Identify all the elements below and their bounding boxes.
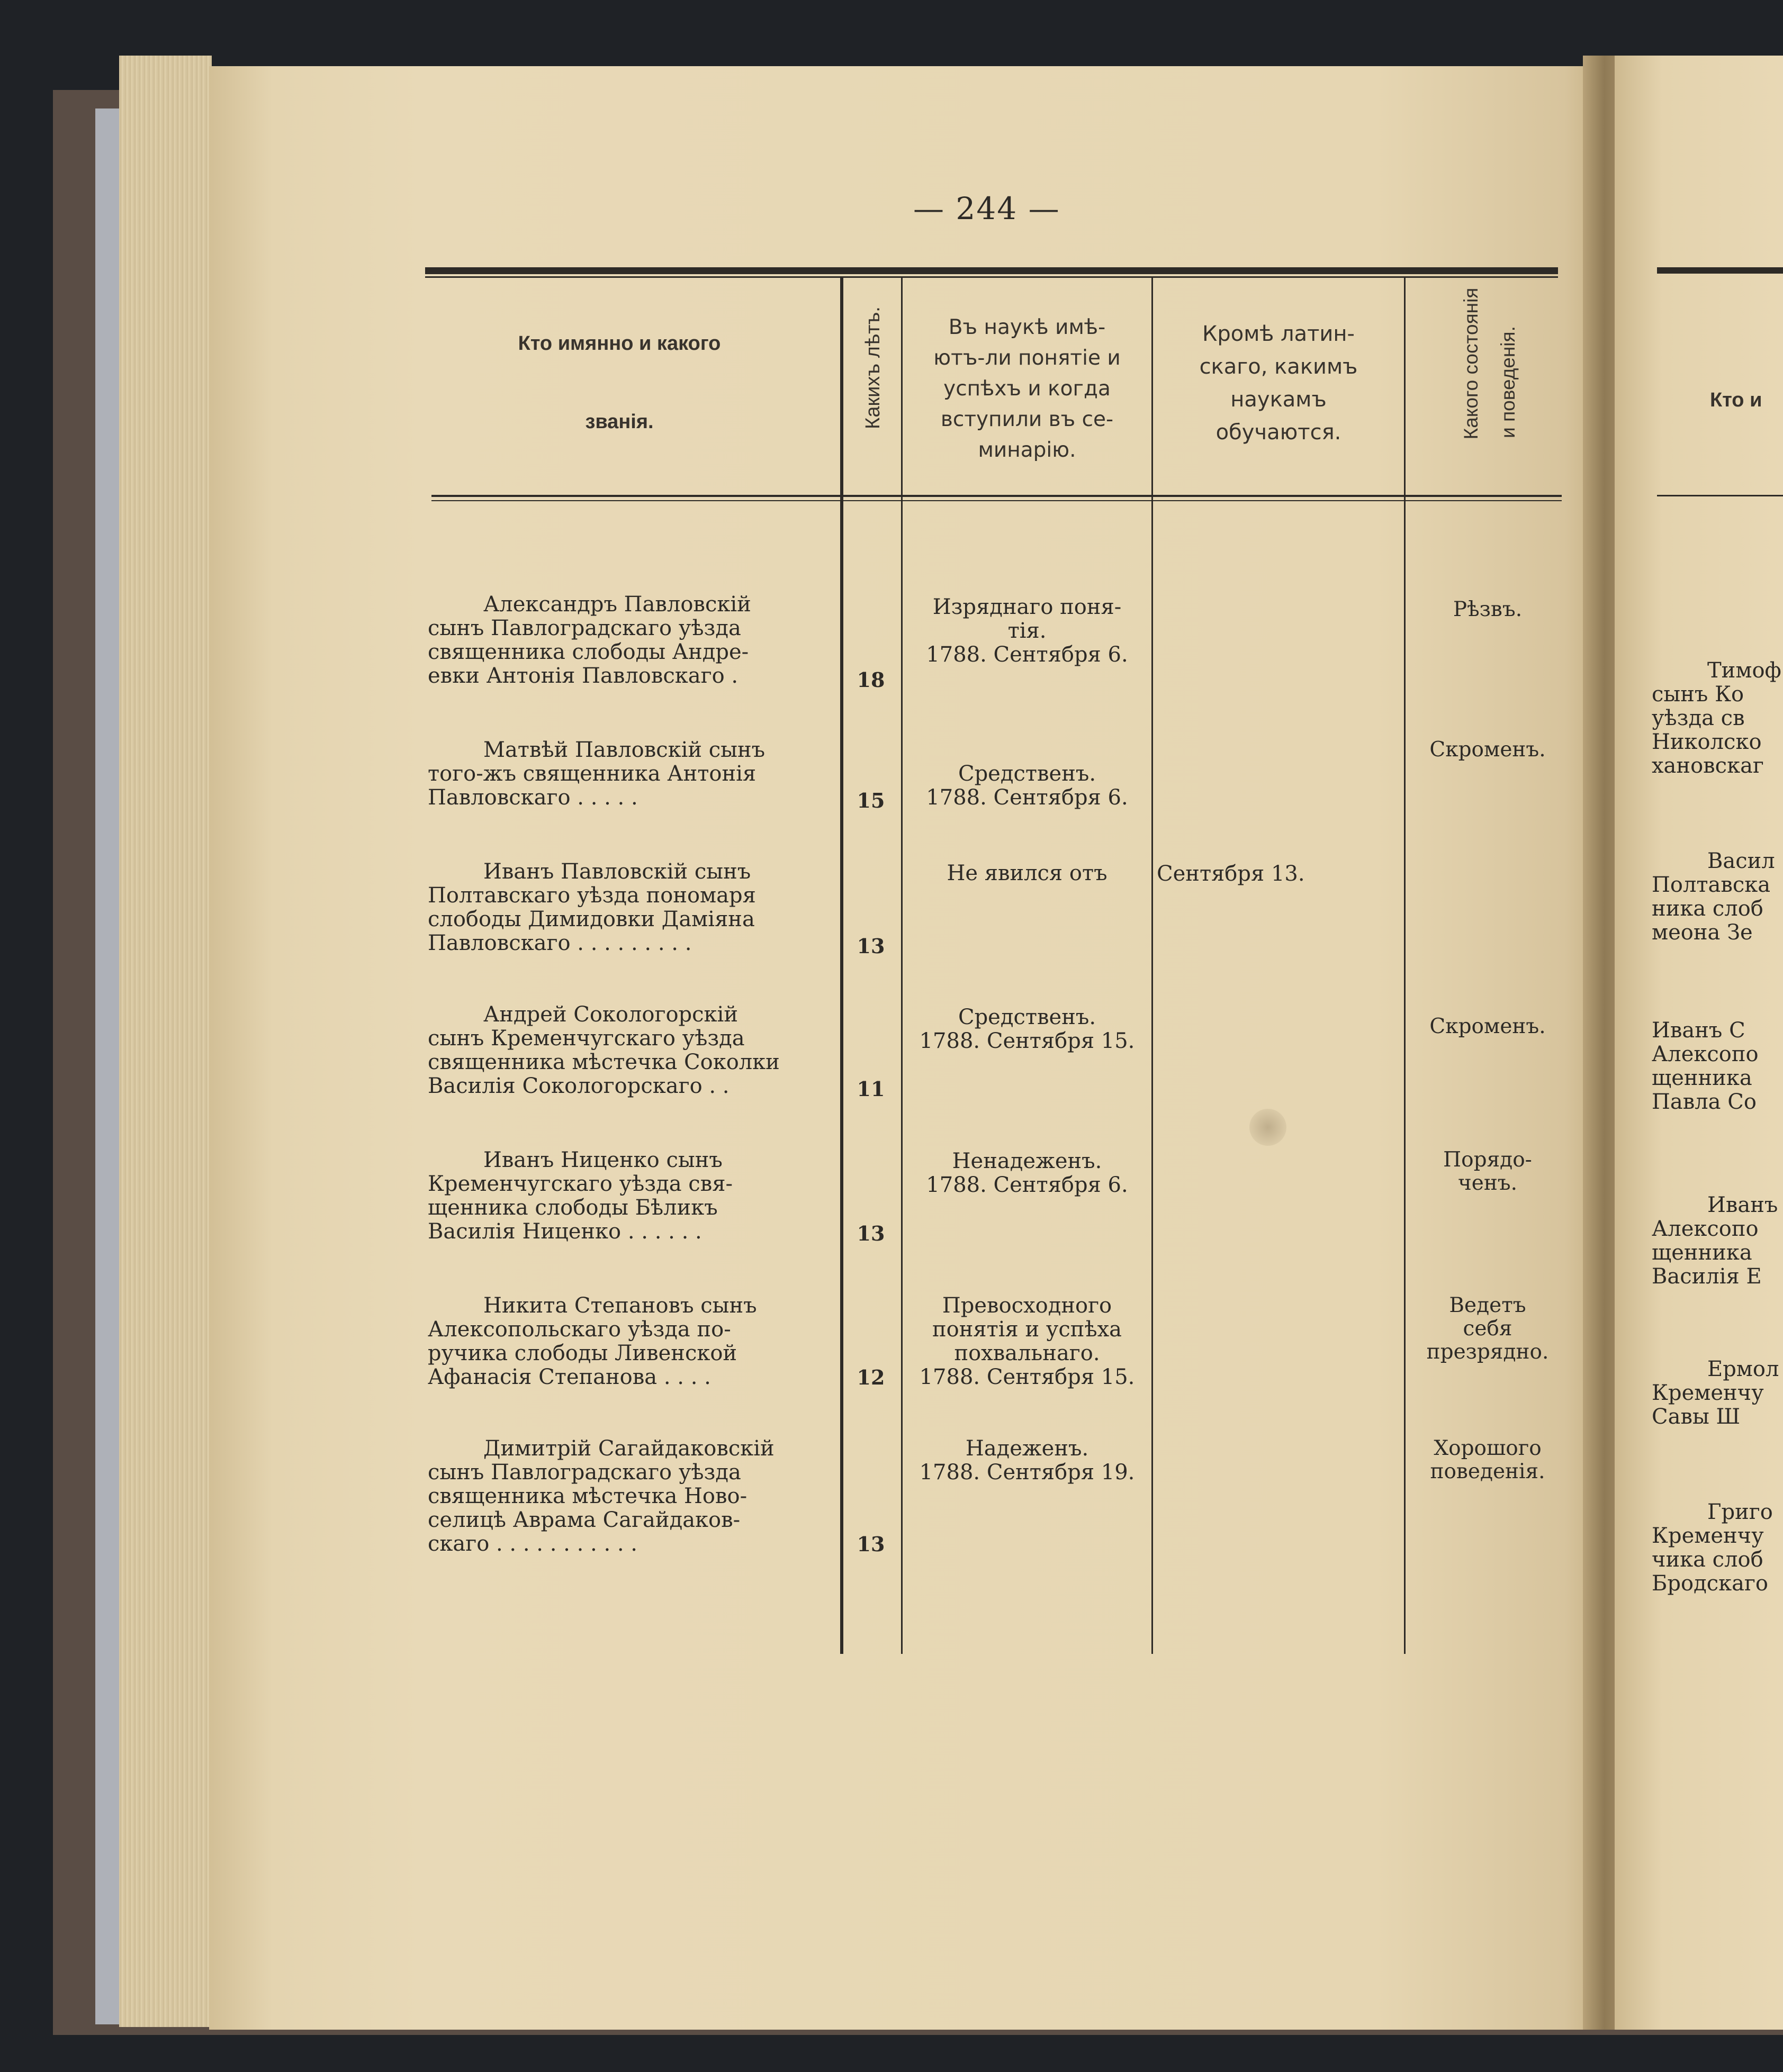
header-science-line: вступили въ се- [940,408,1114,431]
name-line: щенника слободы Бѣликъ [428,1196,718,1220]
science-line: Средственъ. [958,1005,1096,1029]
right-entry-line: ника слоб [1652,897,1763,921]
right-entry-line: чика слоб [1652,1548,1763,1572]
name-line: евки Антонія Павловскаго . [428,664,739,688]
right-entry-line: Василія Е [1652,1264,1762,1289]
header-other-line: Кромѣ латин- [1202,322,1355,346]
table-row-science [903,1006,1151,1053]
header-science-col [900,312,1154,466]
table-row-age: 12 [857,1365,885,1389]
name-line: священника мѣстечка Соколки [428,1050,780,1074]
table-row-age: 11 [857,1077,885,1101]
table-row-age: 13 [857,1222,885,1245]
name-line: сынъ Кременчугскаго уѣзда [428,1026,745,1051]
right-entry-line: хановскаг [1652,754,1764,778]
conduct-line: Порядо- [1443,1148,1532,1172]
science-col-right-rule [1151,278,1153,1654]
table-row-age: 13 [857,934,885,958]
right-entry-line: щенника [1652,1241,1752,1265]
table-row-age: 15 [857,789,885,812]
right-entry-line: Григо [1707,1500,1773,1524]
conduct-line: Рѣзвъ. [1453,598,1523,621]
header-conduct-line1: Какого состоянія [1460,287,1482,440]
header-other-line: скаго, какимъ [1199,355,1358,379]
header-age-col: Какихъ лѣтъ. [862,306,884,429]
science-line: Изряднаго поня- [932,595,1122,619]
right-entry-line: Ермол [1707,1357,1779,1381]
right-entry-line: щенника [1652,1066,1752,1090]
table-row-name [428,860,825,955]
table-row-science [903,1150,1151,1197]
science-line: 1788. Сентября 15. [919,1029,1135,1053]
name-line: слободы Димидовки Даміяна [428,907,755,931]
right-entry-line: Алексопо [1652,1217,1759,1241]
paper-stain [1249,1109,1286,1146]
science-line: Превосходного [942,1293,1112,1318]
science-line: похвальнаго. [954,1341,1100,1365]
science-line: 1788. Сентября 6. [926,1173,1128,1197]
header-other-line: наукамъ [1230,387,1327,412]
name-line: Матвѣй Павловскій сынъ [483,738,766,762]
science-line: тія. [1007,619,1047,643]
right-entry [1652,1358,1783,1429]
conduct-line: поведенія. [1430,1460,1545,1483]
table-row-science [903,862,1151,885]
table-row-age: 13 [857,1532,885,1556]
right-entry-line: Кременчу [1652,1524,1764,1548]
name-line: сынъ Павлоградскаго уѣзда [428,1460,741,1485]
right-entry-line: Николско [1652,730,1762,754]
right-page [1615,56,1783,2030]
conduct-line: себя [1463,1317,1512,1341]
table-top-hairline [425,276,1558,278]
table-row-name [428,1148,825,1244]
right-entry-line: Бродскаго [1652,1571,1768,1596]
name-line: ручика слободы Ливенской [428,1341,737,1365]
right-entry-line: Иванъ С [1652,1018,1745,1043]
header-science-line: успѣхъ и когда [943,377,1111,401]
conduct-line: Хорошого [1434,1436,1542,1460]
right-entry-line: Алексопо [1652,1042,1759,1066]
table-row-science [903,1294,1151,1389]
name-line: Димитрій Сагайдаковскій [483,1436,775,1461]
conduct-line: Скроменъ. [1429,738,1546,762]
name-line: Кременчугскаго уѣзда свя- [428,1172,733,1196]
table-row-name [428,1437,825,1556]
page-stack-edge [119,56,212,2027]
table-row-conduct [1403,1015,1572,1038]
name-line: Павловскаго . . . . . . . . . [428,931,692,955]
conduct-line: презрядно. [1426,1340,1549,1364]
name-line: Андрей Сокологорскій [483,1002,738,1027]
name-line: Василія Ниценко . . . . . . [428,1219,702,1244]
table-row-conduct [1403,1294,1572,1364]
name-line: Афанасія Степанова . . . . [428,1365,711,1389]
name-line: священника мѣстечка Ново- [428,1484,748,1508]
header-science-line: Въ наукѣ имѣ- [948,315,1106,339]
cover-edge [95,108,119,2024]
header-other-line: обучаются. [1215,420,1341,445]
name-line: Александръ Павловскій [483,592,751,617]
table-row-science [903,595,1151,667]
table-row-conduct [1403,738,1572,762]
right-entry-line: Васил [1707,849,1775,873]
right-entry [1652,849,1783,945]
table-row-name [428,1003,825,1098]
table-row-name [428,1294,825,1389]
conduct-line: ченъ. [1457,1171,1518,1195]
right-top-rule [1657,267,1783,274]
header-name-col [434,333,805,432]
name-line: того-жъ священника Антонія [428,762,757,786]
right-header-fragment: Кто и [1710,389,1762,411]
name-line: Алексопольскаго уѣзда по- [428,1317,731,1342]
table-row-name [428,593,825,688]
right-entry-line: сынъ Ко [1652,682,1744,707]
right-entry-line: уѣзда св [1652,706,1745,730]
header-science-line: минарію. [978,438,1076,462]
science-line: понятія и успѣха [932,1317,1122,1342]
table-row-conduct [1403,1437,1572,1483]
name-line: Павловскаго . . . . . [428,785,638,810]
header-bottom-hairline [431,500,1562,501]
name-line: Иванъ Ниценко сынъ [483,1148,723,1172]
table-row-science [903,1437,1151,1485]
right-entry-line: Савы Ш [1652,1405,1741,1429]
header-conduct-line2: и поведенія. [1497,326,1519,438]
name-line: Полтавскаго уѣзда пономаря [428,883,756,908]
name-line: священника слободы Андре- [428,640,749,664]
name-line: скаго . . . . . . . . . . . [428,1532,638,1556]
header-other-col [1159,318,1398,449]
science-line: Не явился отъ [947,861,1107,885]
name-line: селицѣ Аврама Сагайдаков- [428,1508,741,1532]
conduct-line: Скроменъ. [1429,1015,1546,1038]
age-col-left-rule [840,278,843,1654]
name-line: Никита Степановъ сынъ [483,1293,757,1318]
name-line: Василія Сокологорскаго . . [428,1074,730,1098]
science-line: Средственъ. [958,762,1096,786]
table-row-science [903,762,1151,810]
table-row-conduct [1403,1148,1572,1195]
science-line: 1788. Сентября 15. [919,1365,1135,1389]
right-entry [1652,1193,1783,1289]
conduct-line: Ведетъ [1449,1293,1526,1317]
right-entry [1652,659,1783,778]
science-line: Надеженъ. [965,1436,1089,1461]
right-entry [1652,1500,1783,1596]
right-entry-line: Тимоф [1707,658,1781,683]
header-science-line: ютъ-ли понятіе и [933,346,1121,370]
table-top-rule [425,267,1558,274]
name-line: Иванъ Павловскій сынъ [483,859,751,884]
table-row-other: Сентября 13. [1157,862,1305,886]
science-line: 1788. Сентября 6. [926,785,1128,810]
right-entry-line: Полтавска [1652,873,1771,897]
table-row-conduct [1403,598,1572,621]
table-row-name [428,738,825,810]
name-line: сынъ Павлоградскаго уѣзда [428,616,741,640]
page-number: — 244 — [913,191,1060,227]
right-entry [1652,1019,1783,1114]
header-name-line1: Кто имянно и какого [518,332,721,355]
table-row-age: 18 [857,668,885,692]
science-line: Ненадеженъ. [952,1149,1102,1173]
science-line: 1788. Сентября 19. [919,1460,1135,1485]
header-name-line2: званія. [585,411,654,433]
right-entry-line: Кременчу [1652,1381,1764,1405]
right-entry-line: Павла Со [1652,1090,1757,1114]
right-entry-line: Иванъ [1707,1193,1778,1217]
right-header-rule [1657,495,1783,496]
science-line: 1788. Сентября 6. [926,643,1128,667]
right-entry-line: меона Зе [1652,920,1753,945]
header-bottom-rule [431,495,1562,497]
